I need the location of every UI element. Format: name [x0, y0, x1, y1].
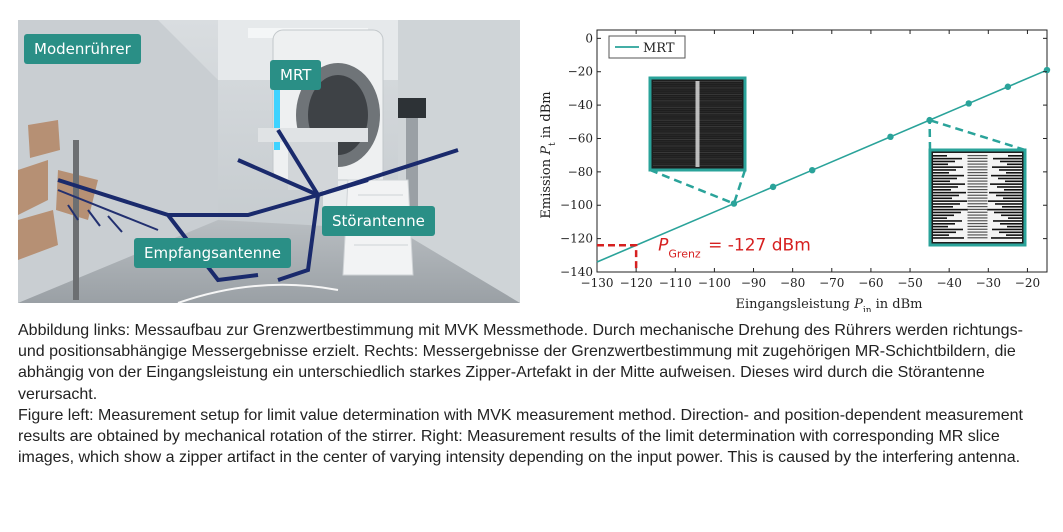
- legend: [609, 36, 685, 58]
- inset-stripe: [968, 155, 988, 156]
- inset-stripe: [998, 178, 1022, 180]
- x-tick-label: −130: [580, 276, 614, 290]
- inset-zipper: [696, 81, 700, 167]
- emission-chart-svg: [532, 20, 1057, 312]
- inset-stripe: [933, 200, 967, 202]
- inset-stripe: [968, 169, 988, 170]
- inset-stripe: [968, 200, 988, 201]
- inset-stripe: [933, 209, 968, 211]
- inset-stripe: [968, 209, 988, 210]
- inset-stripe: [933, 215, 954, 217]
- inset-stripe: [968, 189, 988, 190]
- inset-stripe: [996, 195, 1022, 197]
- x-tick-label: −70: [819, 276, 845, 290]
- inset-stripe: [933, 212, 961, 214]
- inset-stripe: [999, 169, 1022, 171]
- inset-stripe: [968, 161, 988, 162]
- inset-stripe: [968, 172, 988, 173]
- y-tick-label: −120: [560, 231, 593, 246]
- inset-stripe: [933, 203, 960, 205]
- x-tick-label: −30: [975, 276, 1001, 290]
- inset-stripe: [968, 215, 988, 216]
- inset-stripe: [1006, 172, 1022, 174]
- inset-connector: [734, 170, 745, 204]
- inset-stripe: [933, 181, 950, 183]
- inset-stripe: [987, 209, 1022, 211]
- inset-stripe: [933, 226, 948, 228]
- inset-stripe: [933, 234, 949, 236]
- inset-stripe: [968, 206, 988, 207]
- label-mrt: MRT: [270, 60, 321, 90]
- inset-stripe: [993, 220, 1022, 222]
- inset-stripe: [933, 192, 966, 194]
- limit-annotation: [597, 235, 811, 272]
- inset-stripe: [968, 181, 988, 182]
- inset-stripe: [933, 172, 949, 174]
- inset-stripe: [991, 175, 1022, 177]
- y-tick-label: −140: [560, 265, 593, 279]
- inset-stripe: [968, 232, 988, 233]
- inset-stripe: [988, 200, 1022, 202]
- inset-stripe: [933, 229, 963, 231]
- inset-stripe: [933, 158, 962, 160]
- x-tick-label: −80: [779, 276, 806, 290]
- label-interferer: Störantenne: [322, 206, 435, 236]
- x-tick-label: −90: [740, 276, 767, 290]
- inset-stripe: [933, 175, 964, 177]
- label-receiver: Empfangsantenne: [134, 238, 291, 268]
- inset-stripe: [933, 155, 947, 157]
- inset-stripe: [1004, 189, 1022, 191]
- emission-chart: [532, 20, 1057, 312]
- inset-stripe: [968, 175, 988, 176]
- inset-stripe: [990, 183, 1022, 185]
- setup-photo: [18, 20, 520, 303]
- x-tick-label: −100: [697, 276, 731, 290]
- inset-stripe: [991, 237, 1022, 239]
- y-axis-label: Emission $P_t$ in dBm: [539, 91, 558, 219]
- inset-stripe: [1007, 226, 1022, 228]
- y-tick-label: −80: [567, 164, 593, 179]
- data-point: [809, 167, 815, 173]
- inset-stripe: [968, 223, 988, 224]
- inset-stripe: [933, 223, 955, 225]
- limit-label: $P_{Grenz} = -127$ dBm: [658, 235, 811, 260]
- inset-stripe: [968, 166, 988, 167]
- inset-stripe: [968, 164, 988, 165]
- inset-stripe: [992, 166, 1022, 168]
- inset-stripe: [999, 232, 1022, 234]
- inset-stripe: [1002, 206, 1022, 208]
- inset-stripe: [1006, 234, 1022, 236]
- inset-connector: [650, 170, 734, 204]
- legend-label: MRT: [643, 41, 675, 56]
- x-tick-label: −60: [858, 276, 884, 290]
- inset-stripe: [933, 169, 956, 171]
- inset-stripe: [933, 206, 953, 208]
- y-tick-label: −60: [567, 131, 593, 146]
- inset-stripe: [1003, 198, 1022, 200]
- data-point: [966, 100, 972, 106]
- inset-stripe: [933, 166, 963, 168]
- inset-stripe: [1005, 181, 1022, 183]
- inset-stripe: [933, 198, 952, 200]
- y-tick-label: −100: [560, 198, 593, 213]
- inset-stripe: [968, 203, 988, 204]
- inset-stripe: [993, 158, 1022, 160]
- inset-stripe: [933, 220, 962, 222]
- inset-stripe: [968, 195, 988, 196]
- label-stirrer: Modenrührer: [24, 34, 141, 64]
- inset-stripe: [968, 234, 988, 235]
- inset-stripe: [968, 178, 988, 179]
- y-tick-label: −20: [567, 64, 593, 79]
- inset-stripe: [968, 158, 988, 159]
- inset-stripe: [933, 183, 965, 185]
- inset-stripe: [968, 198, 988, 199]
- data-point: [1005, 84, 1011, 90]
- inset-stripe: [933, 217, 947, 219]
- data-point: [1044, 67, 1050, 73]
- inset-stripe: [994, 212, 1022, 214]
- inset-stripe: [995, 203, 1022, 205]
- inset-stripe: [1001, 215, 1022, 217]
- inset-stripe: [933, 164, 948, 166]
- x-tick-label: −120: [619, 276, 653, 290]
- x-tick-label: −110: [658, 276, 692, 290]
- x-tick-label: −20: [1014, 276, 1041, 290]
- inset-stripe: [968, 229, 988, 230]
- inset-stripe: [933, 195, 959, 197]
- caption-german: Abbildung links: Messaufbau zur Grenzwertbestimmung mit MVK Messmethode. Durch mechanische Drehung des Rührers werden richtungs- und positionsabhängige Messergebnisse erzielt. Rechts: Messergebnisse der Grenzwertbestimmung mit zugehörigen MR-Schichtbildern, die abhängig von der Eingangsleistung ein unterschiedlich starkes Zipper-Artefakt in der Mitte aufweisen. Dieses wird durch die Störantenne verursacht.: [18, 322, 1023, 403]
- inset-stripe: [968, 237, 988, 238]
- inset-stripe: [997, 186, 1022, 188]
- inset-stripe: [933, 232, 956, 234]
- inset-stripe: [1000, 223, 1022, 225]
- inset-stripe: [992, 229, 1022, 231]
- inset-stripe: [968, 212, 988, 213]
- inset-stripe: [989, 192, 1022, 194]
- inset-stripe: [1008, 217, 1022, 219]
- inset-connector: [930, 120, 1025, 150]
- inset-stripe: [933, 186, 958, 188]
- y-tick-label: 0: [585, 31, 593, 46]
- x-axis-label: Eingangsleistung $P_{in}$ in dBm: [735, 297, 923, 312]
- inset-stripe: [933, 237, 964, 239]
- low-artifact-inset: [650, 78, 745, 204]
- inset-stripe: [933, 161, 955, 163]
- caption-english: Figure left: Measurement setup for limit value determination with MVK measurement method. Direction- and position-dependent measurement results are obtained by mechanical rotation of the stirrer. Right: Measurement results of the limit determination with corresponding MR slice images, which show a zipper artifact in the center of varying intensity depending on the input power. This is caused by the interfering antenna.: [18, 406, 1023, 467]
- inset-stripe: [968, 192, 988, 193]
- figure-caption: [18, 320, 1048, 468]
- data-point: [887, 134, 893, 140]
- inset-stripe: [933, 178, 957, 180]
- inset-stripe: [968, 183, 988, 184]
- inset-stripe: [933, 189, 951, 191]
- inset-stripe: [968, 186, 988, 187]
- inset-stripe: [968, 220, 988, 221]
- inset-stripe: [1000, 161, 1022, 163]
- x-tick-label: −40: [936, 276, 962, 290]
- inset-stripe: [1007, 164, 1022, 166]
- strong-artifact-inset: [930, 120, 1025, 245]
- inset-stripe: [968, 217, 988, 218]
- data-point: [770, 184, 776, 190]
- inset-stripe: [968, 226, 988, 227]
- inset-stripe: [1008, 155, 1022, 157]
- y-tick-label: −40: [567, 98, 593, 113]
- x-tick-label: −50: [897, 276, 923, 290]
